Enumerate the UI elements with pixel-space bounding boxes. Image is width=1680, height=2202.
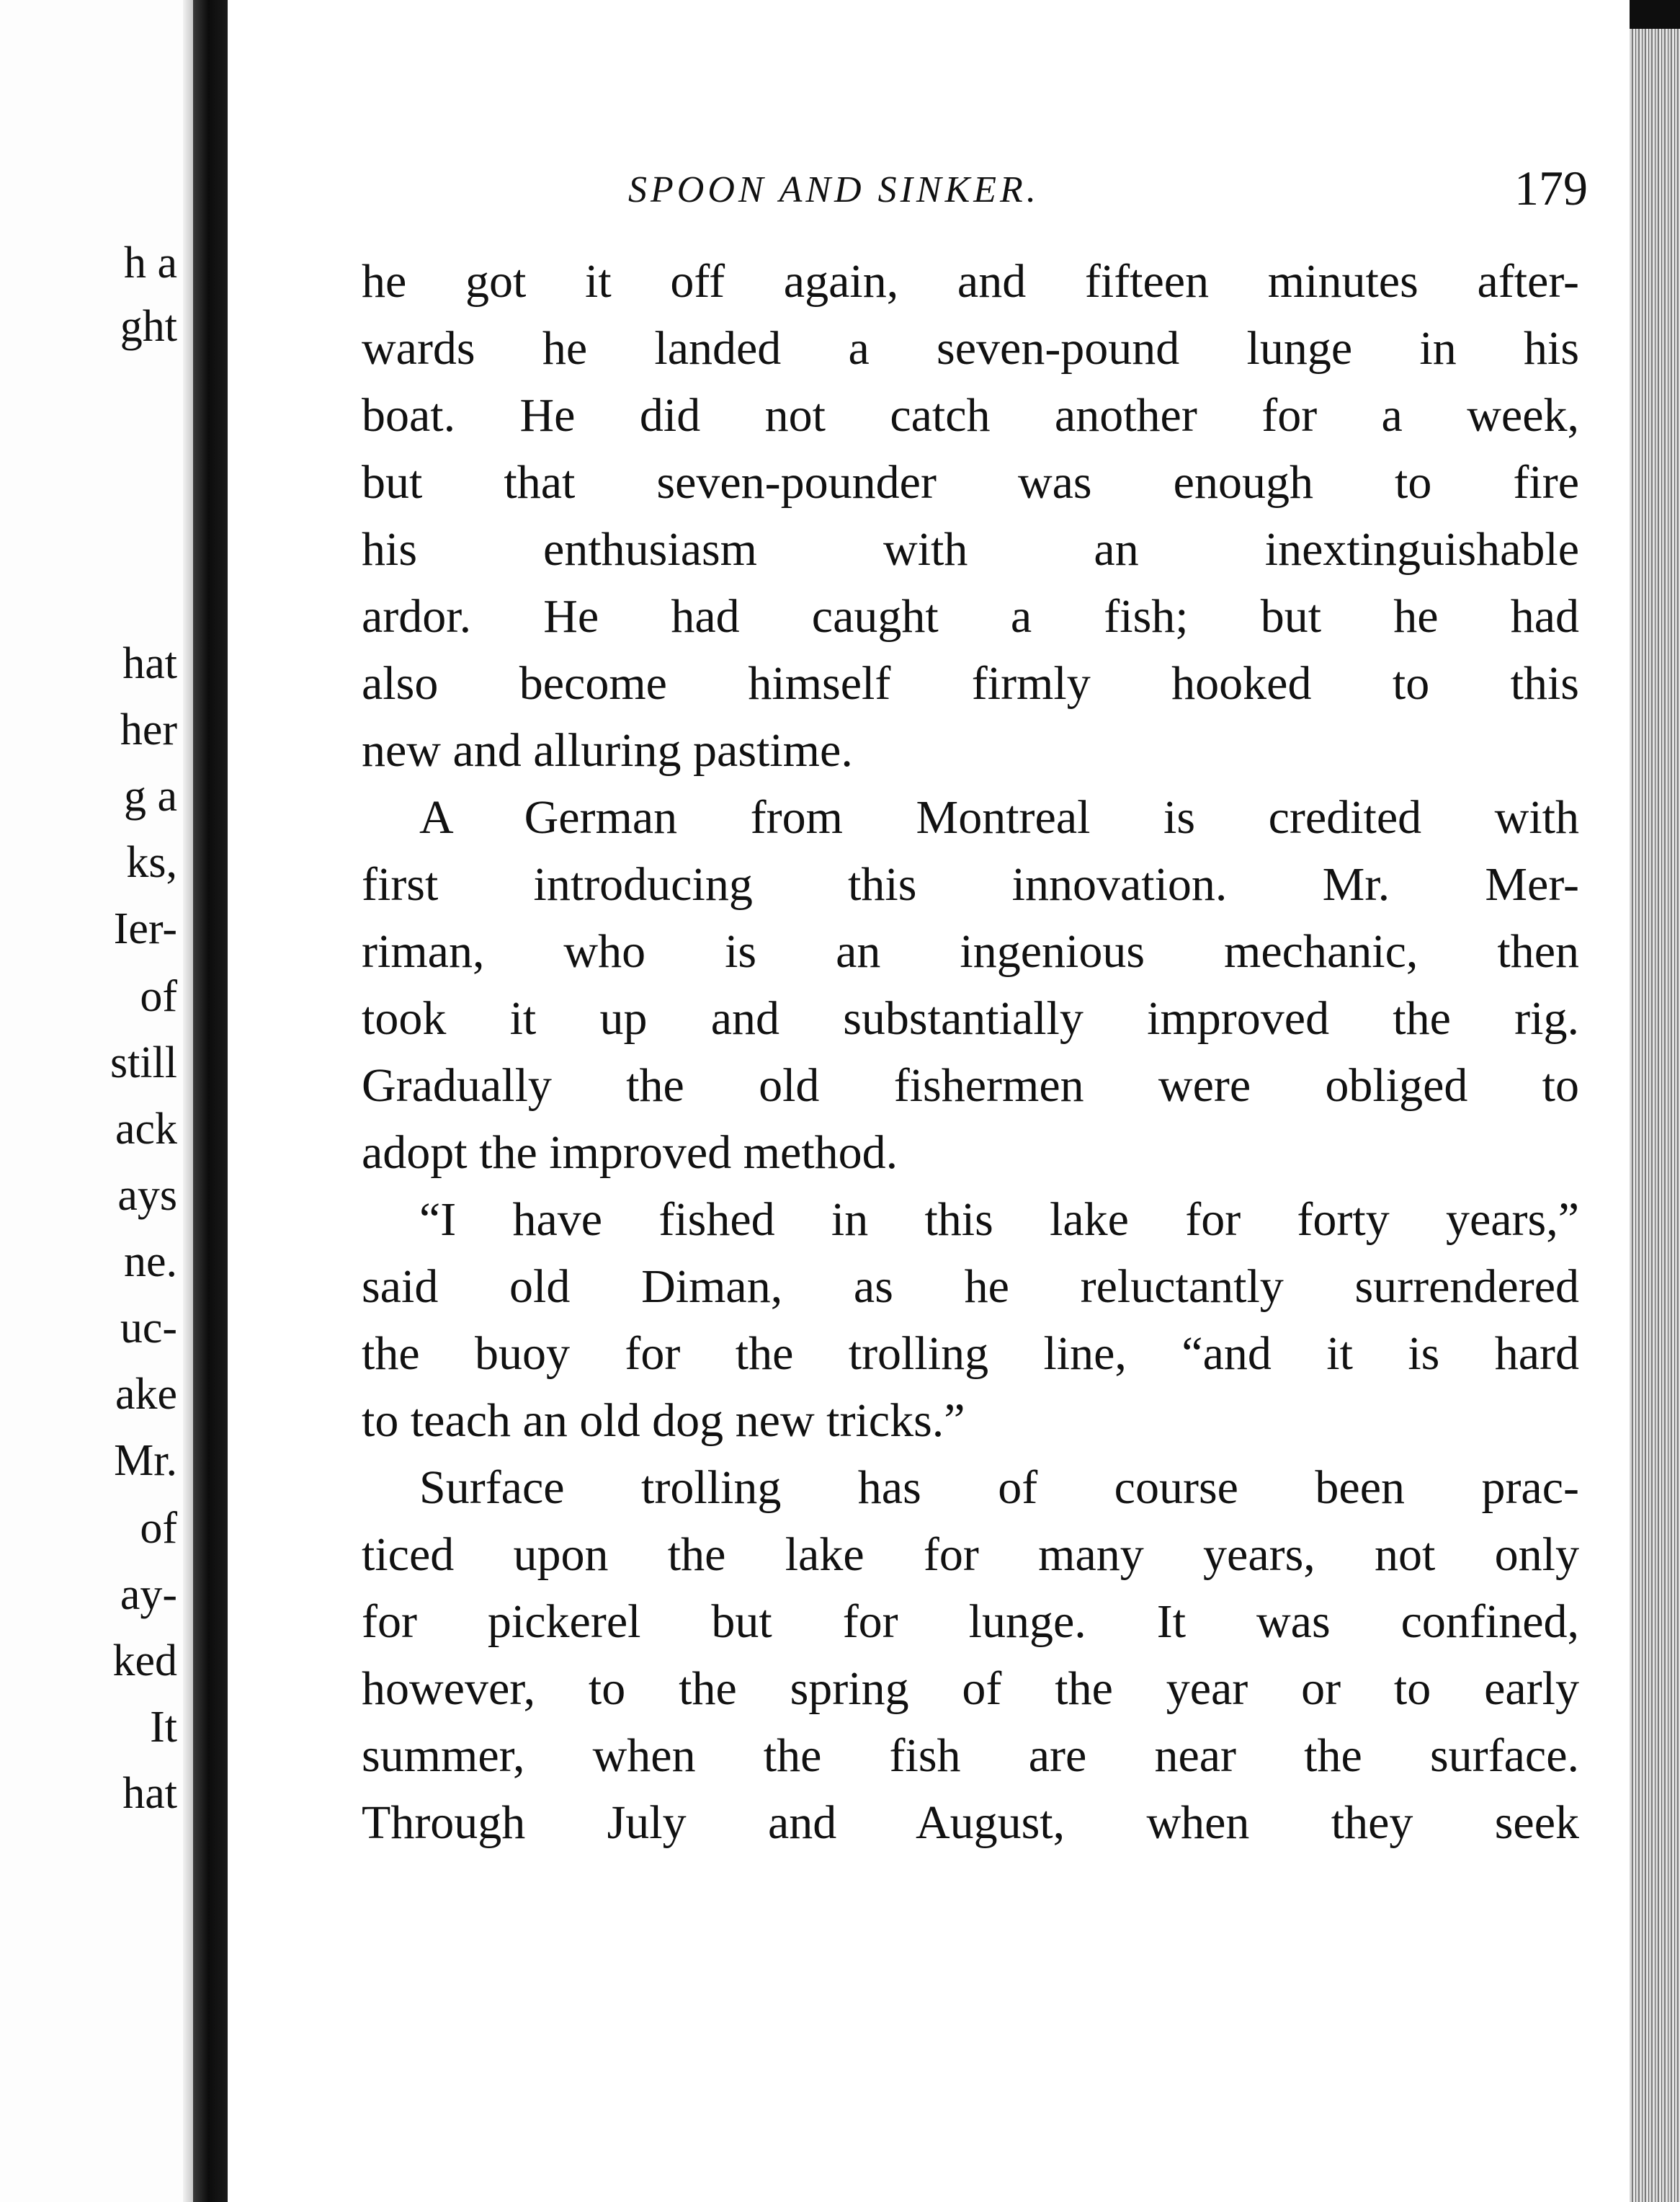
page-fore-edge <box>1630 0 1680 2202</box>
text-line: the buoy for the trolling line, “and it is hard <box>362 1327 1579 1380</box>
left-line-fragment: of <box>140 972 177 1021</box>
text-line: boat. He did not catch another for a week, <box>362 389 1579 442</box>
left-line-fragment: h a <box>123 239 177 287</box>
text-line: took it up and substantially improved the rig. <box>362 992 1579 1045</box>
text-line: said old Diman, as he reluctantly surrendered <box>362 1260 1579 1313</box>
running-head-title: SPOON AND SINKER. <box>628 169 1040 210</box>
left-line-fragment: uc- <box>120 1303 177 1352</box>
text-line: also become himself firmly hooked to this <box>362 657 1579 710</box>
left-line-fragment: ay- <box>120 1570 177 1619</box>
text-line: new and alluring pastime. <box>362 724 853 777</box>
text-line: adopt the improved method. <box>362 1126 898 1179</box>
text-line: his enthusiasm with an inextinguishable <box>362 523 1579 576</box>
text-line: for pickerel but for lunge. It was confined, <box>362 1595 1579 1648</box>
page-number: 179 <box>1514 161 1588 215</box>
text-line: summer, when the fish are near the surface. <box>362 1729 1579 1782</box>
left-line-fragment: her <box>120 705 177 754</box>
text-line: “I have fished in this lake for forty years,” <box>419 1193 1579 1246</box>
right-page <box>228 0 1630 2202</box>
left-line-fragment: of <box>140 1504 177 1553</box>
left-line-fragment: still <box>110 1038 177 1087</box>
fore-edge-top-shadow <box>1630 0 1680 29</box>
text-line: he got it off again, and fifteen minutes after- <box>362 255 1579 308</box>
left-line-fragment: ked <box>112 1636 177 1685</box>
left-line-fragment: ack <box>115 1105 177 1154</box>
text-line: however, to the spring of the year or to early <box>362 1662 1579 1715</box>
text-line: Gradually the old fishermen were obliged to <box>362 1059 1579 1112</box>
left-line-fragment: ne. <box>123 1237 177 1286</box>
text-line: first introducing this innovation. Mr. Mer- <box>362 858 1579 911</box>
text-line: to teach an old dog new tricks.” <box>362 1394 965 1447</box>
left-page-text <box>4 0 177 2202</box>
text-line: wards he landed a seven-pound lunge in his <box>362 322 1579 375</box>
text-line: ticed upon the lake for many years, not only <box>362 1528 1579 1581</box>
text-line: but that seven-pounder was enough to fire <box>362 456 1579 509</box>
left-line-fragment: Ier- <box>113 904 177 953</box>
book-gutter <box>193 0 228 2202</box>
text-line: ardor. He had caught a fish; but he had <box>362 590 1579 643</box>
left-line-fragment: ays <box>117 1171 177 1220</box>
left-page-edge-shadow <box>183 0 193 2202</box>
left-line-fragment: It <box>150 1703 177 1752</box>
text-line: Through July and August, when they seek <box>362 1796 1579 1849</box>
running-head <box>628 160 1588 218</box>
left-line-fragment: ake <box>115 1370 177 1419</box>
left-line-fragment: hat <box>122 639 177 688</box>
left-facing-page <box>0 0 193 2202</box>
body-text <box>362 248 1579 1856</box>
text-line: riman, who is an ingenious mechanic, then <box>362 925 1579 978</box>
text-line: Surface trolling has of course been prac- <box>419 1461 1579 1514</box>
left-line-fragment: ght <box>120 302 177 351</box>
left-line-fragment: hat <box>122 1769 177 1818</box>
left-line-fragment: ks, <box>126 838 177 887</box>
left-line-fragment: g a <box>123 772 177 821</box>
text-line: A German from Montreal is credited with <box>419 791 1579 844</box>
left-line-fragment: Mr. <box>114 1436 177 1485</box>
